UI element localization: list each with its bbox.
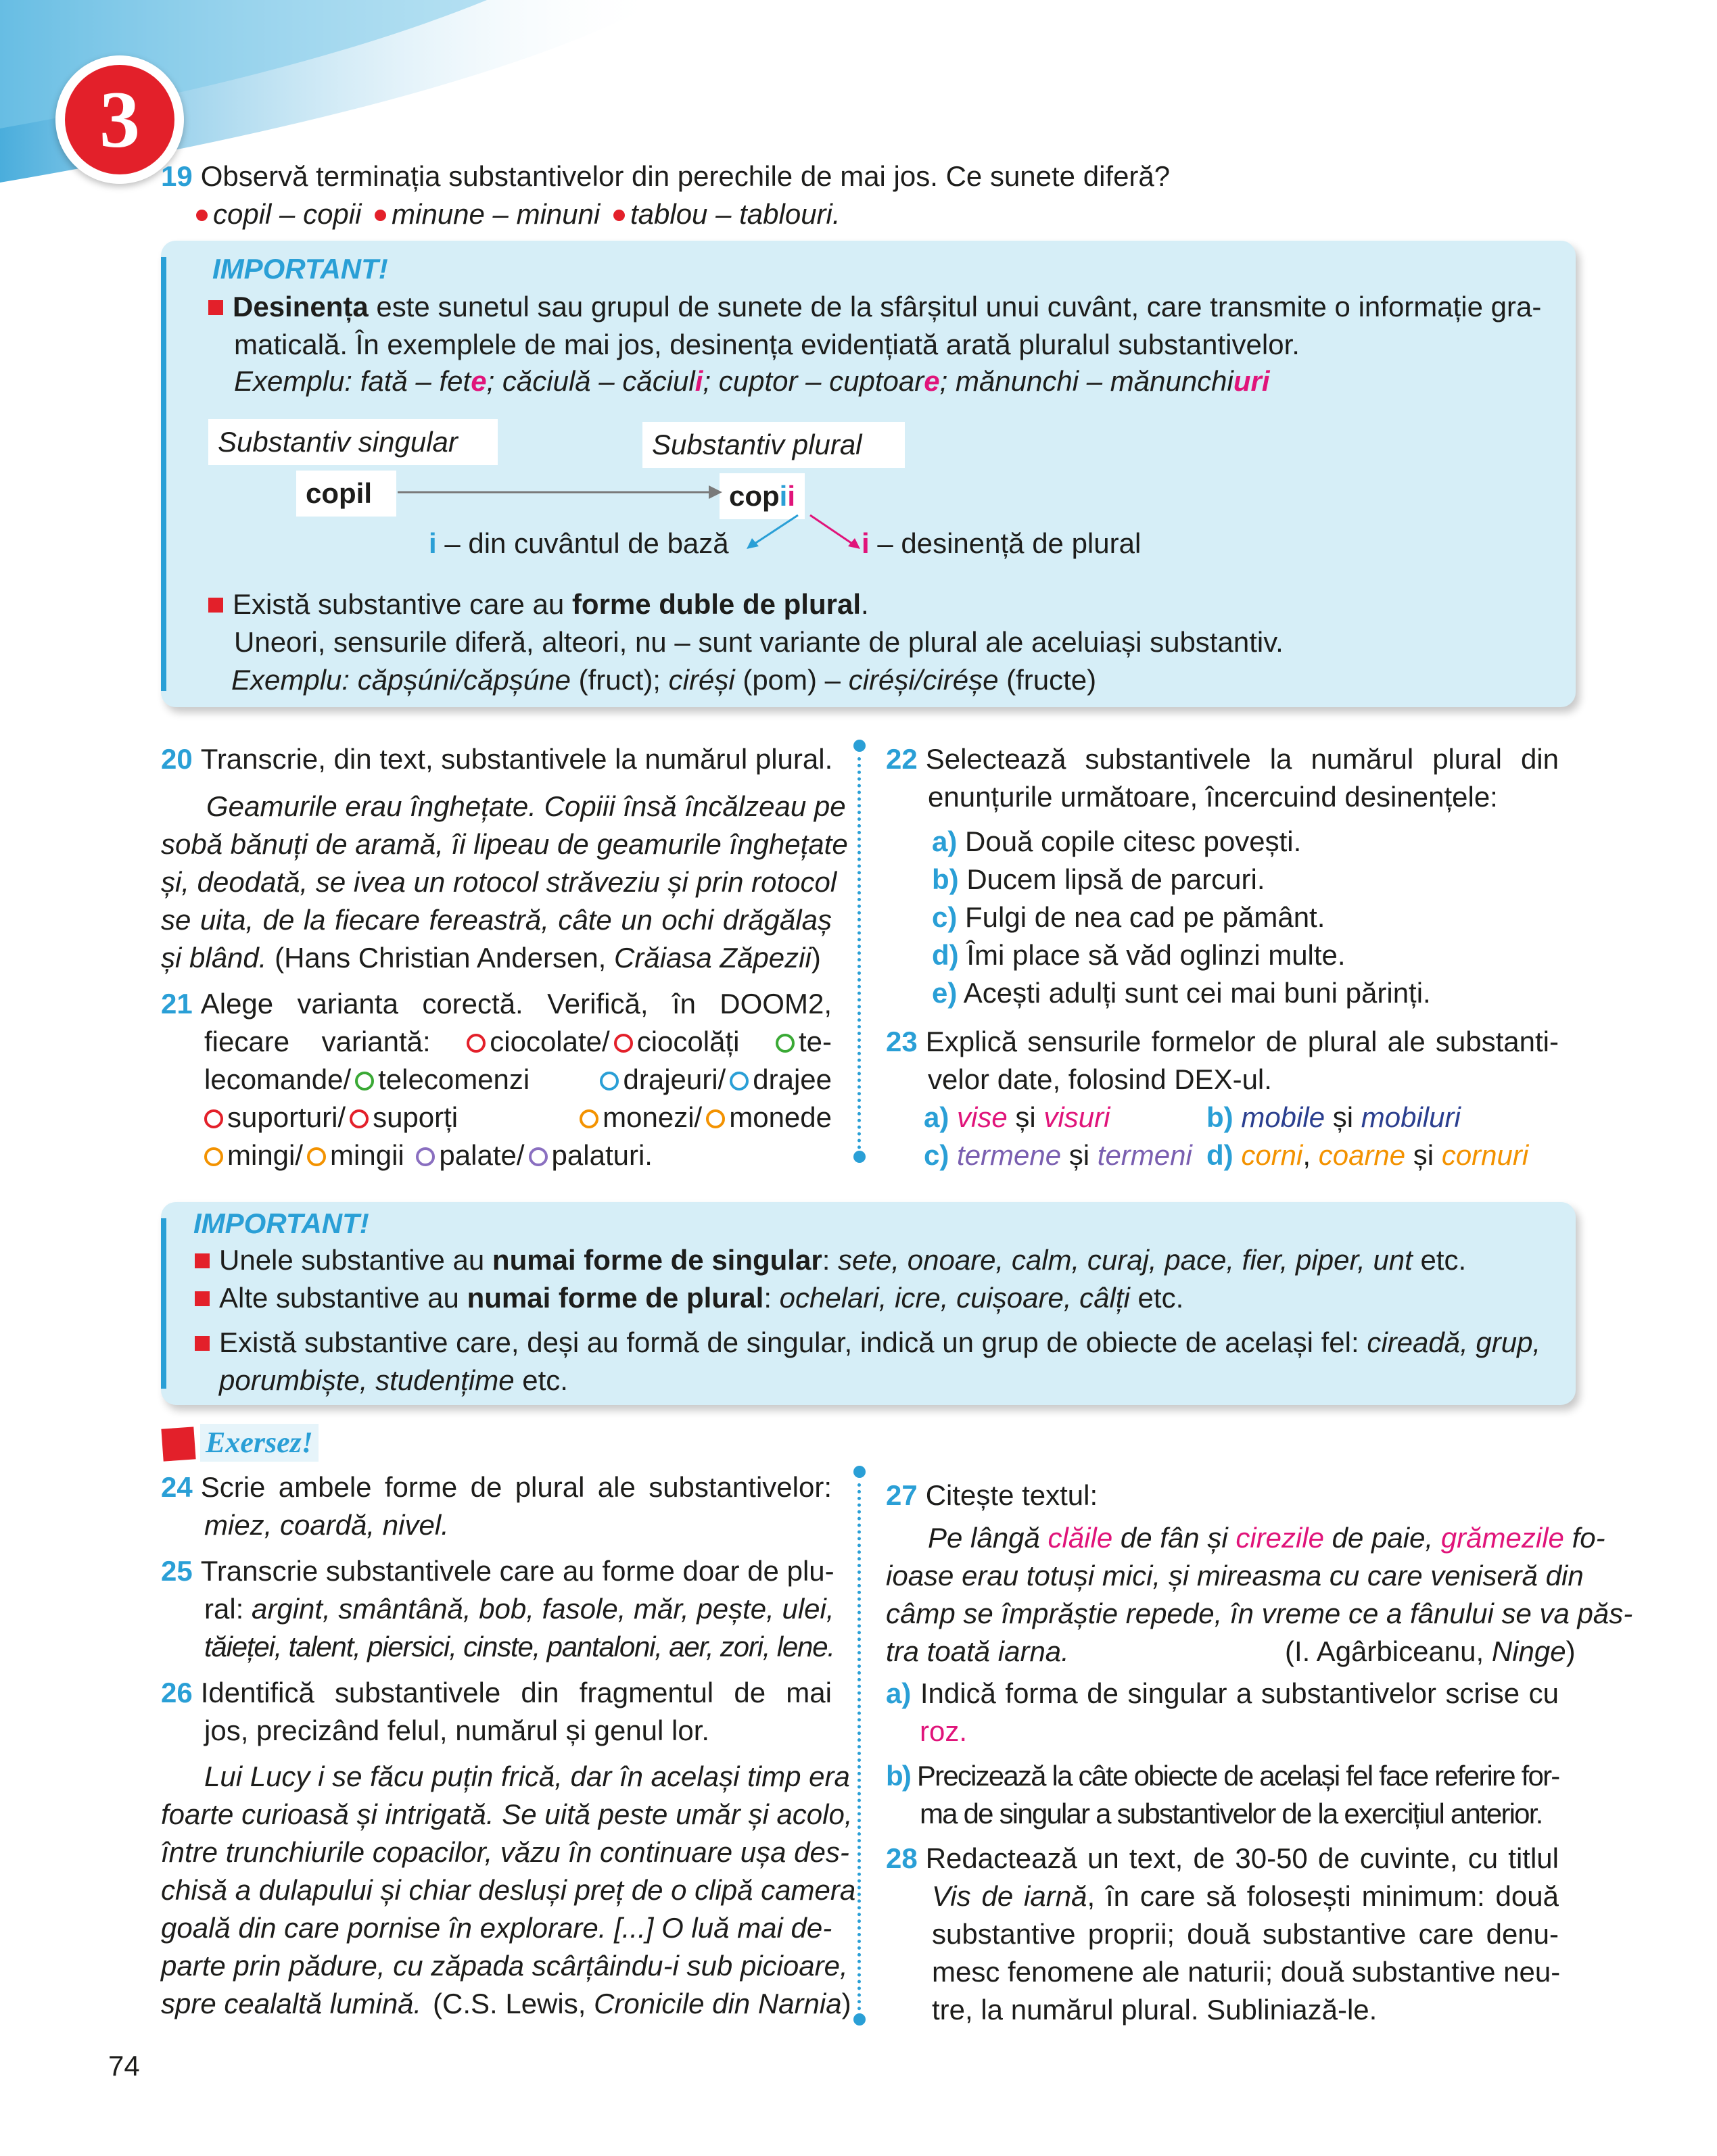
- exercise-23-instruction: 23 Explică sensurile formelor de plural ale substanti-: [886, 1026, 1559, 1057]
- plural-word: copii: [720, 473, 805, 519]
- exercise-20-text-line: Geamurile erau înghețate. Copiii însă încălzeau pe: [206, 790, 846, 822]
- exercise-23-instruction-cont: velor date, folosind DEX-ul.: [928, 1063, 1272, 1095]
- exercise-27-item-a: a) Indică forma de singular a substantivelor scrise cu: [886, 1677, 1559, 1709]
- exercise-22-item: a) Două copile citesc povești.: [932, 825, 1302, 857]
- exercise-22-item: c) Fulgi de nea cad pe pământ.: [932, 901, 1325, 933]
- exercise-20-text-last: și blând. (Hans Christian Andersen, Crăiasa Zăpezii): [161, 942, 821, 974]
- exercise-27-item-b: b) Precizează la câte obiecte de același fel face referire for-: [886, 1760, 1559, 1792]
- exercise-21-options-line: lecomande/ telecomenzi drajeuri/ drajee: [204, 1063, 832, 1095]
- square-bullet-icon: [195, 1291, 210, 1306]
- exercise-28-line: Vis de iarnă, în care să folosești minimum: două: [932, 1880, 1559, 1912]
- exercise-26-text-last: spre cealaltă lumină.: [161, 1988, 422, 2019]
- column-divider-top-dot: [853, 740, 866, 752]
- exercise-26-instruction: 26 Identifică substantivele din fragmentul de mai: [161, 1677, 832, 1708]
- exercise-24-instruction: 24 Scrie ambele forme de plural ale substantivelor:: [161, 1471, 832, 1503]
- circle-option-icon[interactable]: [204, 1109, 223, 1128]
- circle-option-icon[interactable]: [580, 1109, 598, 1128]
- singular-word: copil: [296, 471, 396, 517]
- collective-rule-cont: porumbiște, studențime etc.: [219, 1364, 568, 1396]
- exercise-27-text-line: Pe lângă clăile de fân și cirezile de paie, grămezile fo-: [928, 1522, 1605, 1554]
- column-divider-bottom-dot: [853, 2013, 866, 2026]
- circle-option-icon[interactable]: [614, 1034, 633, 1053]
- exercise-28-line: tre, la numărul plural. Subliniază-le.: [932, 1994, 1378, 2026]
- desinenta-definition: Desinența este sunetul sau grupul de sunete de la sfârșitul unui cuvânt, care transmite o informație gra-: [208, 288, 1541, 326]
- exercise-27-instruction: 27 Citește textul:: [886, 1479, 1098, 1511]
- exercise-22-item: b) Ducem lipsă de parcuri.: [932, 863, 1265, 895]
- exercise-number: 28: [886, 1842, 918, 1874]
- exercise-number: 22: [886, 743, 918, 775]
- desinenta-definition-cont: maticală. În exemplele de mai jos, desinența evidențiată arată pluralul substantivelor.: [234, 329, 1300, 360]
- double-plural-example: Exemplu: căpșúni/căpșúne (fruct); ciréși (pom) – ciréși/ciréșe (fructe): [231, 664, 1097, 696]
- circle-option-icon[interactable]: [355, 1072, 374, 1091]
- exercise-23-item-b: b) mobile și mobiluri: [1206, 1101, 1461, 1133]
- exercise-27-text-line: ioase erau totuși mici, și mireasma cu care veniseră din: [886, 1560, 1584, 1591]
- exercise-26-instruction-cont: jos, precizând felul, numărul și genul lor.: [204, 1715, 710, 1746]
- exercise-22-item: d) Îmi place să văd oglinzi multe.: [932, 939, 1346, 971]
- exercise-21-options-line: mingi/ mingii palate/ palaturi.: [200, 1136, 653, 1174]
- exercise-28-line: mesc fenomene ale naturii; două substantive neu-: [932, 1956, 1561, 1988]
- circle-option-icon[interactable]: [776, 1034, 795, 1053]
- collective-rule: Există substantive care, deși au formă de singular, indică un grup de obiecte de același fel: cireadă, grup,: [195, 1324, 1540, 1362]
- exercise-27-text-line: câmp se împrăștie repede, în vreme ce a fânului se va păs-: [886, 1598, 1633, 1629]
- exercise-19-instruction: 19 Observă terminația substantivelor din perechile de mai jos. Ce sunete diferă?: [161, 160, 1171, 192]
- square-bullet-icon: [195, 1253, 210, 1268]
- square-bullet-icon: [195, 1336, 210, 1351]
- circle-option-icon[interactable]: [350, 1109, 369, 1128]
- exersez-icon: [161, 1427, 195, 1461]
- exercise-23-item-d: d) corni, coarne și cornuri: [1206, 1139, 1529, 1171]
- exercise-20-instruction: 20 Transcrie, din text, substantivele la numărul plural.: [161, 743, 833, 775]
- exercise-21-instruction: 21 Alege varianta corectă. Verifică, în DOOM2,: [161, 988, 832, 1020]
- exercise-26-text-line: Lui Lucy i se făcu puțin frică, dar în același timp era: [204, 1760, 850, 1792]
- exercise-number: 20: [161, 743, 193, 775]
- exercise-25-words: ral: argint, smântână, bob, fasole, măr, pește, ulei,: [204, 1593, 834, 1625]
- diagram-note-desinence: i – desinență de plural: [862, 527, 1142, 559]
- exercise-number: 21: [161, 988, 193, 1020]
- exercise-24-words: miez, coardă, nivel.: [204, 1509, 449, 1541]
- exercise-20-text-line: sobă bănuți de aramă, îi lipeau de geamurile înghețate: [161, 828, 848, 860]
- exercise-26-text-line: între trunchiurile copacilor, văzu în continuare ușa des-: [161, 1836, 849, 1868]
- exercise-21-options-line: suporturi/ suporți monezi/ monede: [200, 1099, 832, 1136]
- double-plural-rule: Există substantive care au forme duble de plural.: [208, 585, 869, 623]
- exercise-25-words-cont: tăieței, talent, piersici, cinste, pantaloni, aer, zori, lene.: [204, 1631, 834, 1662]
- exercise-27-item-b-cont: ma de singular a substantivelor de la exercițiul anterior.: [920, 1798, 1543, 1829]
- column-divider: [857, 1483, 861, 2011]
- circle-option-icon[interactable]: [730, 1072, 749, 1091]
- exercise-26-source: (C.S. Lewis, Cronicile din Narnia): [433, 1988, 851, 2019]
- column-divider-bottom-dot: [853, 1151, 866, 1163]
- important-title: IMPORTANT!: [193, 1207, 369, 1239]
- exercise-20-text-line: și, deodată, se ivea un rotocol străveziu și prin rotocol: [161, 866, 837, 898]
- bullet-icon: [375, 210, 386, 221]
- plural-only-rule: Alte substantive au numai forme de plural: ochelari, icre, cuișoare, câlți etc.: [195, 1279, 1183, 1317]
- singular-only-rule: Unele substantive au numai forme de singular: sete, onoare, calm, curaj, pace, fier, piper, unt etc.: [195, 1241, 1466, 1279]
- plural-label: Substantiv plural: [642, 422, 905, 468]
- circle-option-icon[interactable]: [416, 1147, 435, 1166]
- singular-label: Substantiv singular: [208, 419, 498, 465]
- exercise-22-item: e) Acești adulți sunt cei mai buni părinți.: [932, 977, 1431, 1009]
- exercise-21-options-line: fiecare variantă: ciocolate/ ciocolăți te-: [204, 1026, 832, 1057]
- important-box-singular-plural: [161, 1202, 1576, 1405]
- important-box-desinenta: [161, 241, 1576, 707]
- box-side-bar: [161, 1218, 166, 1389]
- exercise-26-text-line: parte prin pădure, cu zăpada scârțâindu-i sub picioare,: [161, 1950, 848, 1982]
- exercise-number: 27: [886, 1479, 918, 1511]
- exercise-27-text-last: tra toată iarna.: [886, 1635, 1069, 1667]
- exercise-26-text-line: chisă a dulapului și chiar desluși preț de o clipă camera: [161, 1874, 856, 1906]
- exercise-number: 23: [886, 1026, 918, 1057]
- exercise-23-item-a: a) vise și visuri: [924, 1101, 1110, 1133]
- double-plural-explanation: Uneori, sensurile diferă, alteori, nu – sunt variante de plural ale aceluiași substantiv.: [234, 626, 1284, 658]
- column-divider: [857, 757, 861, 1149]
- circle-option-icon[interactable]: [529, 1147, 548, 1166]
- exercise-20-text-line: se uita, de la fiecare fereastră, câte un ochi drăgălaș: [161, 904, 832, 936]
- exercise-25-instruction: 25 Transcrie substantivele care au forme doar de plu-: [161, 1555, 834, 1587]
- exercise-number: 24: [161, 1471, 193, 1503]
- chapter-number: 3: [65, 65, 174, 174]
- page-number: 74: [108, 2050, 140, 2082]
- circle-option-icon[interactable]: [706, 1109, 725, 1128]
- desinenta-examples: Exemplu: fată – fete; căciulă – căciuli; cuptor – cuptoare; mănunchi – mănunchiuri: [234, 365, 1270, 397]
- circle-option-icon[interactable]: [204, 1147, 223, 1166]
- circle-option-icon[interactable]: [600, 1072, 619, 1091]
- exercise-28-line: substantive proprii; două substantive care denu-: [932, 1918, 1559, 1950]
- exercise-number: 19: [161, 160, 193, 192]
- bullet-icon: [613, 210, 625, 221]
- exercise-26-text-line: foarte curioasă și intrigată. Se uită peste umăr și acolo,: [161, 1798, 853, 1830]
- diagram-note-base: i – din cuvântul de bază: [429, 527, 729, 559]
- column-divider-top-dot: [853, 1466, 866, 1478]
- exercise-28-instruction: 28 Redactează un text, de 30-50 de cuvinte, cu titlul: [886, 1842, 1559, 1874]
- exercise-27-source: (I. Agârbiceanu, Ninge): [1285, 1635, 1576, 1667]
- circle-option-icon[interactable]: [307, 1147, 326, 1166]
- exercise-22-instruction-cont: enunțurile următoare, încercuind desinențele:: [928, 781, 1498, 813]
- circle-option-icon[interactable]: [467, 1034, 486, 1053]
- bullet-icon: [196, 210, 208, 221]
- exercise-23-item-c: c) termene și termeni: [924, 1139, 1192, 1171]
- exercise-27-item-a-cont: roz.: [920, 1715, 968, 1747]
- important-title: IMPORTANT!: [212, 253, 388, 285]
- exercise-26-text-line: goală din care pornise în explorare. [...] O luă mai de-: [161, 1912, 832, 1944]
- exercise-number: 25: [161, 1555, 193, 1587]
- square-bullet-icon: [208, 598, 223, 613]
- exersez-heading: Exersez!: [200, 1424, 319, 1462]
- exercise-22-instruction: 22 Selectează substantivele la numărul plural din: [886, 743, 1559, 775]
- exercise-number: 26: [161, 1677, 193, 1708]
- exercise-19-pairs: copil – copii minune – minuni tablou – tablouri.: [196, 195, 841, 233]
